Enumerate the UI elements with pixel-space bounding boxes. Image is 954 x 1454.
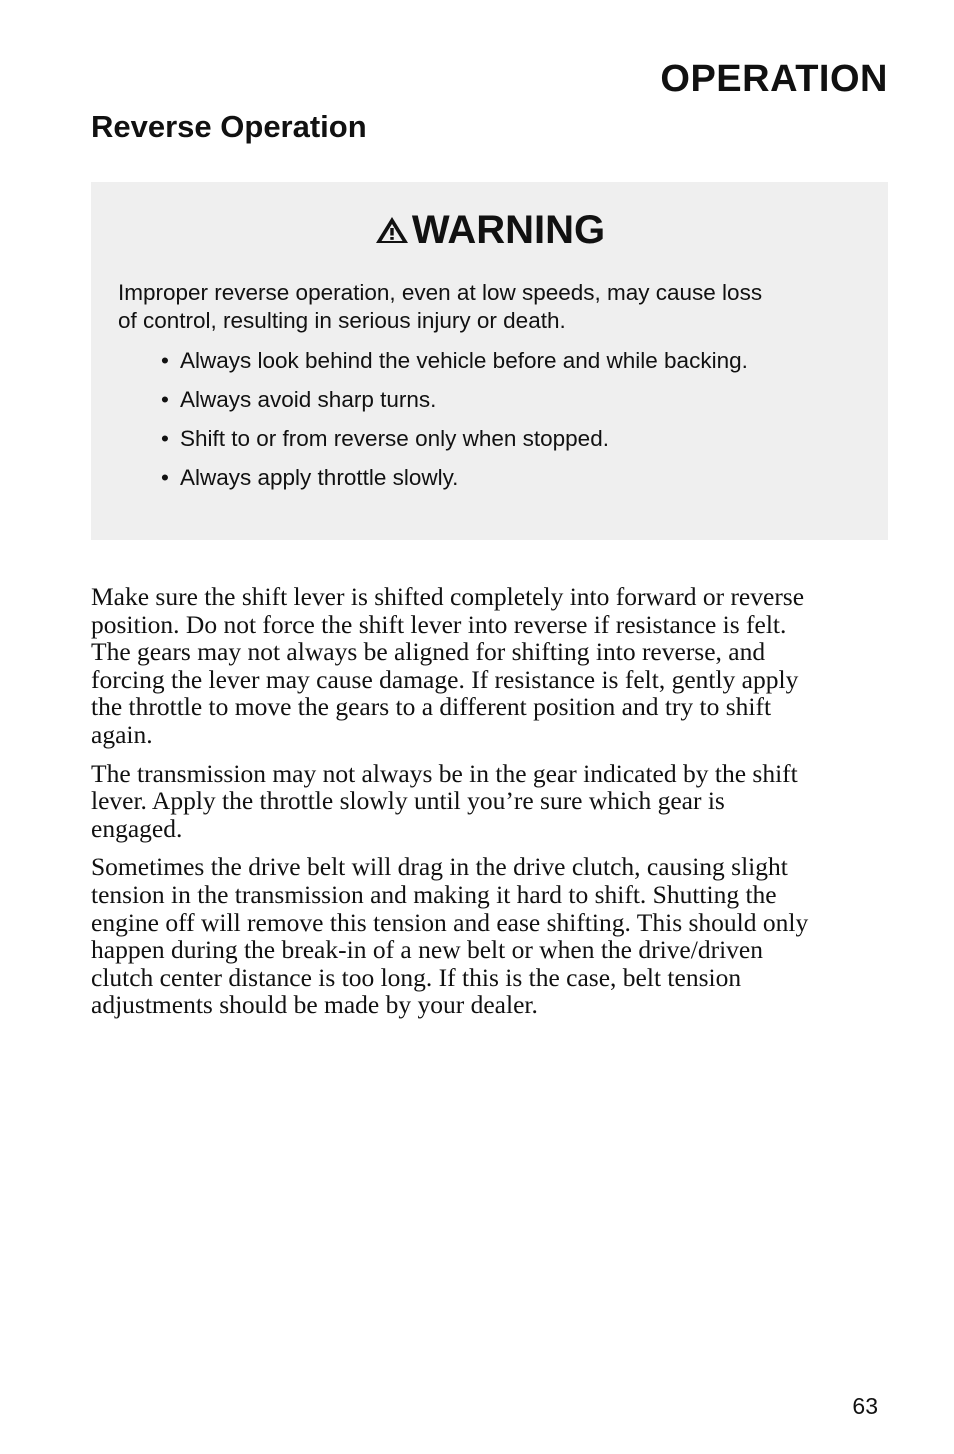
bullet-icon: •: [161, 348, 169, 373]
warning-intro: Improper reverse operation, even at low speeds, may cause loss of control, resulting in serious injury or death.: [118, 280, 763, 333]
bullet-icon: •: [161, 465, 169, 490]
chapter-header: OPERATION: [660, 58, 888, 100]
warning-list-item: • Always apply throttle slowly.: [161, 465, 459, 490]
warning-triangle-icon: [374, 208, 410, 256]
body-paragraph-transmission-gear: The transmission may not always be in the gear indicated by the shift lever. Apply the throttle slowly until you’re sure which gear is engaged.: [91, 758, 798, 843]
bullet-icon: •: [161, 387, 169, 412]
body-paragraph-shift-lever: Make sure the shift lever is shifted completely into forward or reverse position. Do not force the shift lever into reverse if resistance is felt. The gears may not always be aligned for shifting into reverse, and forcing the lever may cause damage. If resistance is felt, gently apply the throttle to move the gears to a different position and try to shift again.: [91, 582, 805, 749]
warning-list-item: • Always avoid sharp turns.: [161, 387, 437, 412]
page-number: 63: [852, 1393, 878, 1419]
body-text: [91, 583, 891, 1030]
body-paragraph-drive-belt: Sometimes the drive belt will drag in the drive clutch, causing slight tension in the transmission and making it hard to shift. Shutting the engine off will remove this tension and ease shifting. This should only happen during the break-in of a new belt or when the drive/driven clutch center distance is too long. If this is the case, belt tension adjustments should be made by your dealer.: [91, 852, 809, 1020]
warning-list-item: • Shift to or from reverse only when stopped.: [161, 426, 609, 451]
warning-box: [91, 182, 888, 540]
warning-heading-text: WARNING: [411, 208, 606, 252]
bullet-icon: •: [161, 426, 169, 451]
warning-heading: [91, 206, 888, 256]
warning-list-item: • Always look behind the vehicle before and while backing.: [161, 348, 748, 373]
warning-list: [161, 347, 748, 503]
section-title: Reverse Operation: [91, 109, 367, 144]
